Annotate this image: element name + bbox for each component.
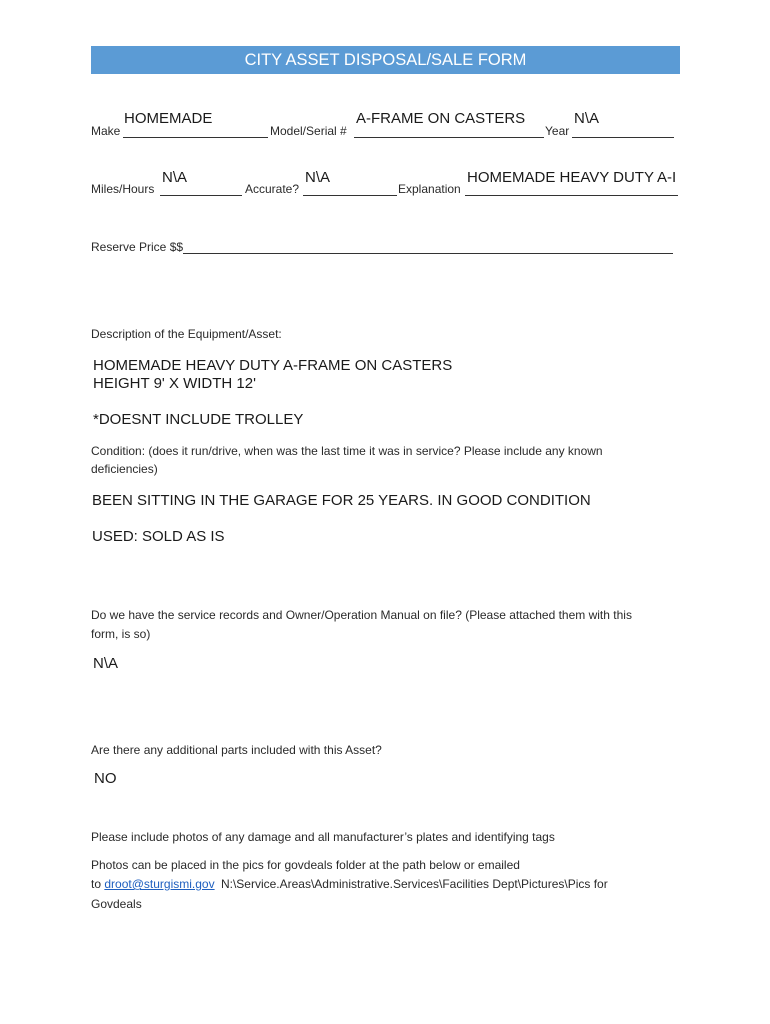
condition-answer-1[interactable]: BEEN SITTING IN THE GARAGE FOR 25 YEARS. IN GOOD CONDITION [92, 492, 591, 509]
form-title-bar [91, 46, 680, 74]
description-label: Description of the Equipment/Asset: [91, 327, 282, 341]
records-label-line-2: form, is so) [91, 627, 151, 641]
records-label-line-1: Do we have the service records and Owner/Operation Manual on file? (Please attached them with this [91, 608, 632, 622]
description-line-1[interactable]: HOMEMADE HEAVY DUTY A-FRAME ON CASTERS [93, 357, 453, 374]
email-link[interactable]: droot@sturgismi.gov [104, 877, 215, 891]
make-label: Make [91, 124, 121, 138]
description-line-2[interactable]: HEIGHT 9' X WIDTH 12' [93, 375, 256, 392]
accurate-label: Accurate? [245, 182, 300, 196]
photos-line-1: Photos can be placed in the pics for govdeals folder at the path below or emailed [91, 858, 520, 872]
reserve-price-field-line[interactable] [183, 253, 673, 254]
photos-instruction: Please include photos of any damage and all manufacturer’s plates and identifying tags [91, 830, 555, 844]
explanation-field-line [465, 195, 678, 196]
miles-label: Miles/Hours [91, 182, 155, 196]
condition-label-line-1: Condition: (does it run/drive, when was the last time it was in service? Please include any known [91, 444, 603, 458]
records-answer[interactable]: N\A [93, 655, 119, 672]
parts-answer[interactable]: NO [94, 770, 117, 787]
miles-field-line [160, 195, 242, 196]
accurate-field-line [303, 195, 397, 196]
photos-path-line [91, 877, 608, 891]
year-label: Year [545, 124, 570, 138]
reserve-price-label: Reserve Price $$ [91, 240, 184, 254]
folder-path: N:\Service.Areas\Administrative.Services\Facilities Dept\Pictures\Pics for [220, 877, 608, 891]
year-field-line [572, 137, 674, 138]
condition-answer-2[interactable]: USED: SOLD AS IS [92, 528, 225, 545]
model-field-line [354, 137, 544, 138]
condition-label-line-2: deficiencies) [91, 462, 158, 476]
model-value[interactable]: A-FRAME ON CASTERS [356, 110, 526, 127]
folder-path-end: Govdeals [91, 897, 142, 911]
explanation-label: Explanation [398, 182, 461, 196]
accurate-value[interactable]: N\A [305, 169, 331, 186]
form-title: CITY ASSET DISPOSAL/SALE FORM [244, 50, 527, 69]
photos-to-text: to [91, 877, 102, 891]
year-value[interactable]: N\A [574, 110, 600, 127]
make-value[interactable]: HOMEMADE [124, 110, 213, 127]
model-label: Model/Serial # [270, 124, 347, 138]
description-line-3[interactable]: *DOESNT INCLUDE TROLLEY [93, 411, 304, 428]
explanation-value[interactable]: HOMEMADE HEAVY DUTY A-I [467, 169, 677, 186]
parts-label: Are there any additional parts included with this Asset? [91, 743, 382, 757]
make-field-line [123, 137, 268, 138]
miles-value[interactable]: N\A [162, 169, 188, 186]
